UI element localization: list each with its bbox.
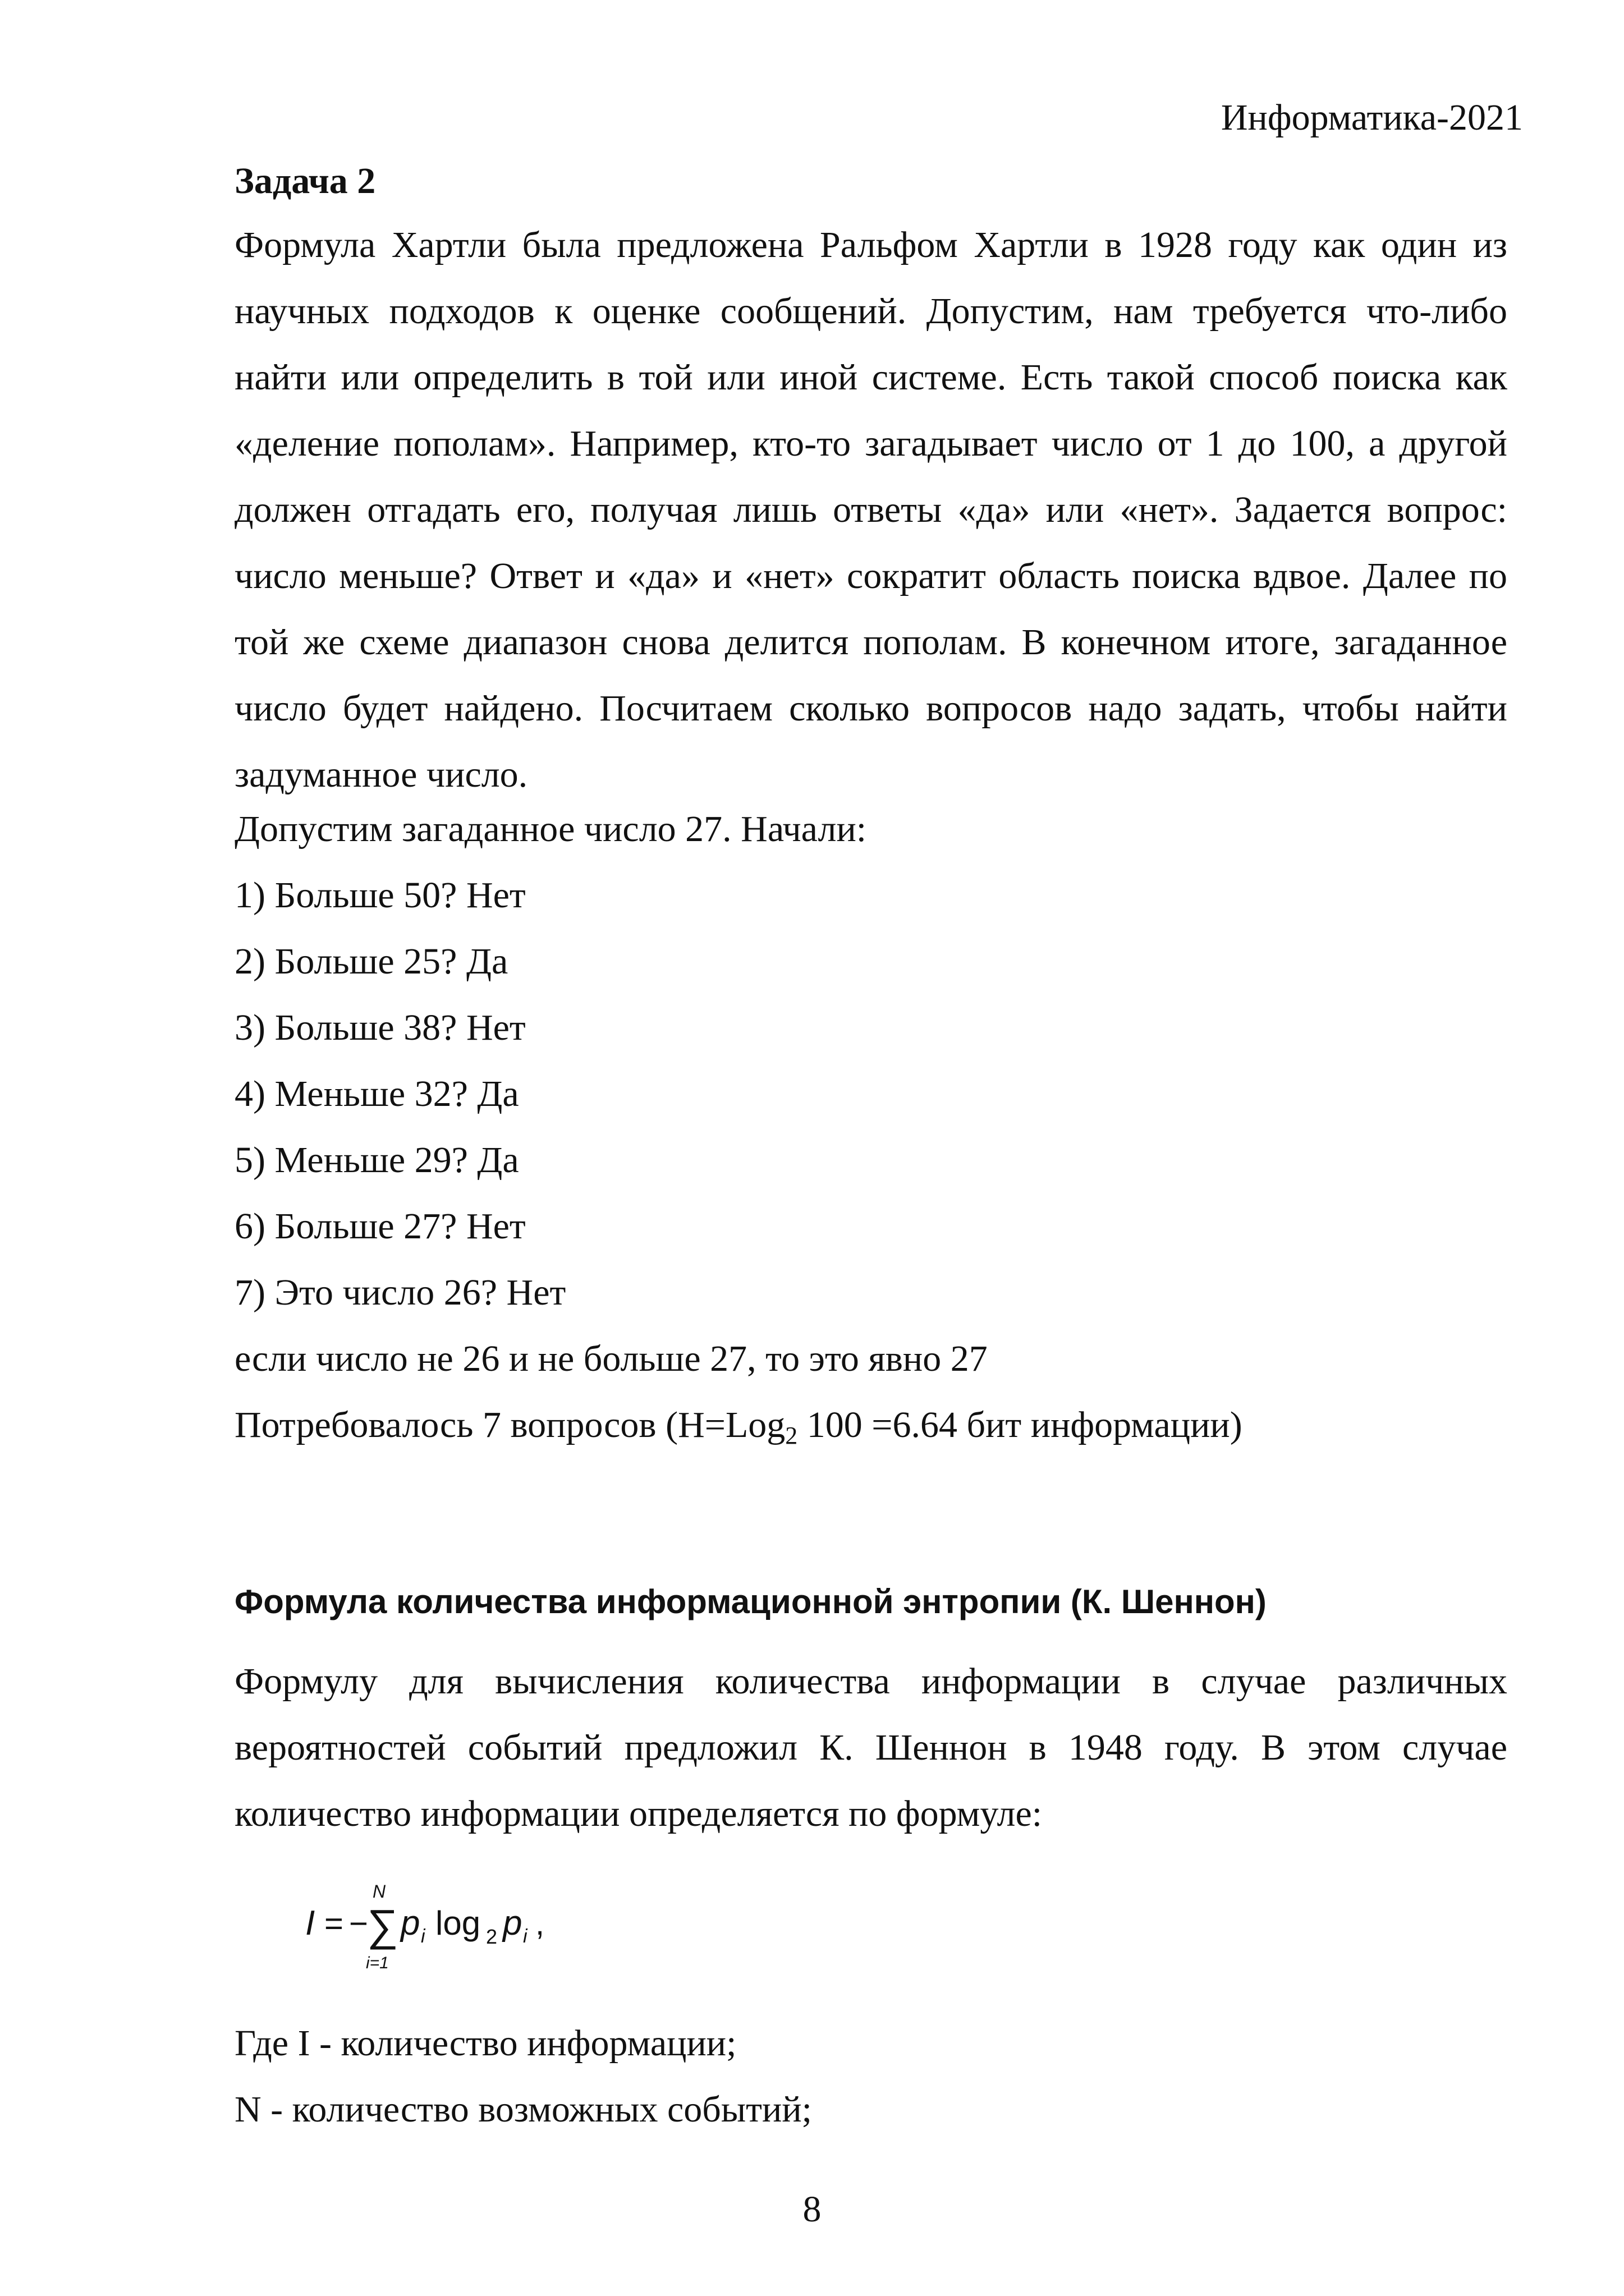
step-2: 2) Больше 25? Да bbox=[235, 941, 508, 982]
formula-sigma: ∑ bbox=[367, 1900, 398, 1950]
definition-n: N - количество возможных событий; bbox=[235, 2089, 812, 2130]
formula-i2: i bbox=[523, 1926, 527, 1947]
log-base-subscript: 2 bbox=[785, 1422, 798, 1449]
definition-i: Где I - количество информации; bbox=[235, 2023, 737, 2064]
step-4: 4) Меньше 32? Да bbox=[235, 1073, 519, 1114]
step-7: 7) Это число 26? Нет bbox=[235, 1272, 566, 1313]
formula-lhs: I bbox=[305, 1904, 315, 1943]
step-5: 5) Меньше 29? Да bbox=[235, 1140, 519, 1181]
step-3: 3) Больше 38? Нет bbox=[235, 1007, 526, 1048]
formula-minus: − bbox=[349, 1905, 368, 1942]
shannon-section-title: Формула количества информационной энтропии (К. Шеннон) bbox=[235, 1583, 1267, 1620]
formula-lower-limit: i=1 bbox=[366, 1954, 389, 1972]
formula-equals: = bbox=[324, 1905, 343, 1942]
task-title: Задача 2 bbox=[235, 160, 376, 201]
result-prefix: Потребовалось 7 вопросов (H=Log bbox=[235, 1404, 786, 1445]
formula-log: log bbox=[435, 1904, 481, 1942]
result-line bbox=[235, 1404, 1242, 1447]
document-header: Информатика-2021 bbox=[1221, 97, 1523, 138]
formula-i1: i bbox=[421, 1926, 425, 1947]
step-1: 1) Больше 50? Нет bbox=[235, 875, 526, 916]
task-intro-paragraph: Формула Хартли была предложена Ральфом Хартли в 1928 году как один из научных подходов к оценке сообщений. Допустим, нам требуется что-либо найти или определить в той или иной системе. Есть такой способ поиска как «деление пополам». Например, кто-то загадывает число от 1 до 100, а другой должен отгадать его, получая лишь ответы «да» или «нет». Задается вопрос: число меньше? Ответ и «да» и «нет» сократит область поиска вдвое. Далее по той же схеме диапазон снова делится пополам. В конечном итоге, загаданное число будет найдено. Посчитаем сколько вопросов надо задать, чтобы найти задуманное число. bbox=[235, 224, 1507, 795]
formula-comma: , bbox=[535, 1905, 545, 1942]
formula-p2: p bbox=[503, 1904, 522, 1943]
step-6: 6) Больше 27? Нет bbox=[235, 1206, 526, 1247]
shannon-formula bbox=[303, 1874, 640, 1975]
conclusion-line: если число не 26 и не больше 27, то это явно 27 bbox=[235, 1338, 988, 1379]
formula-p1: p bbox=[401, 1904, 420, 1943]
task-start-line: Допустим загаданное число 27. Начали: bbox=[235, 809, 867, 849]
shannon-intro-paragraph: Формулу для вычисления количества информации в случае различных вероятностей событий предложил К. Шеннон в 1948 году. В этом случае количество информации определяется по формуле: bbox=[235, 1661, 1507, 1834]
formula-upper-limit: N bbox=[373, 1881, 386, 1902]
page-number: 8 bbox=[802, 2189, 822, 2230]
formula-log-base: 2 bbox=[486, 1925, 498, 1948]
result-suffix: 100 =6.64 бит информации) bbox=[797, 1404, 1242, 1445]
